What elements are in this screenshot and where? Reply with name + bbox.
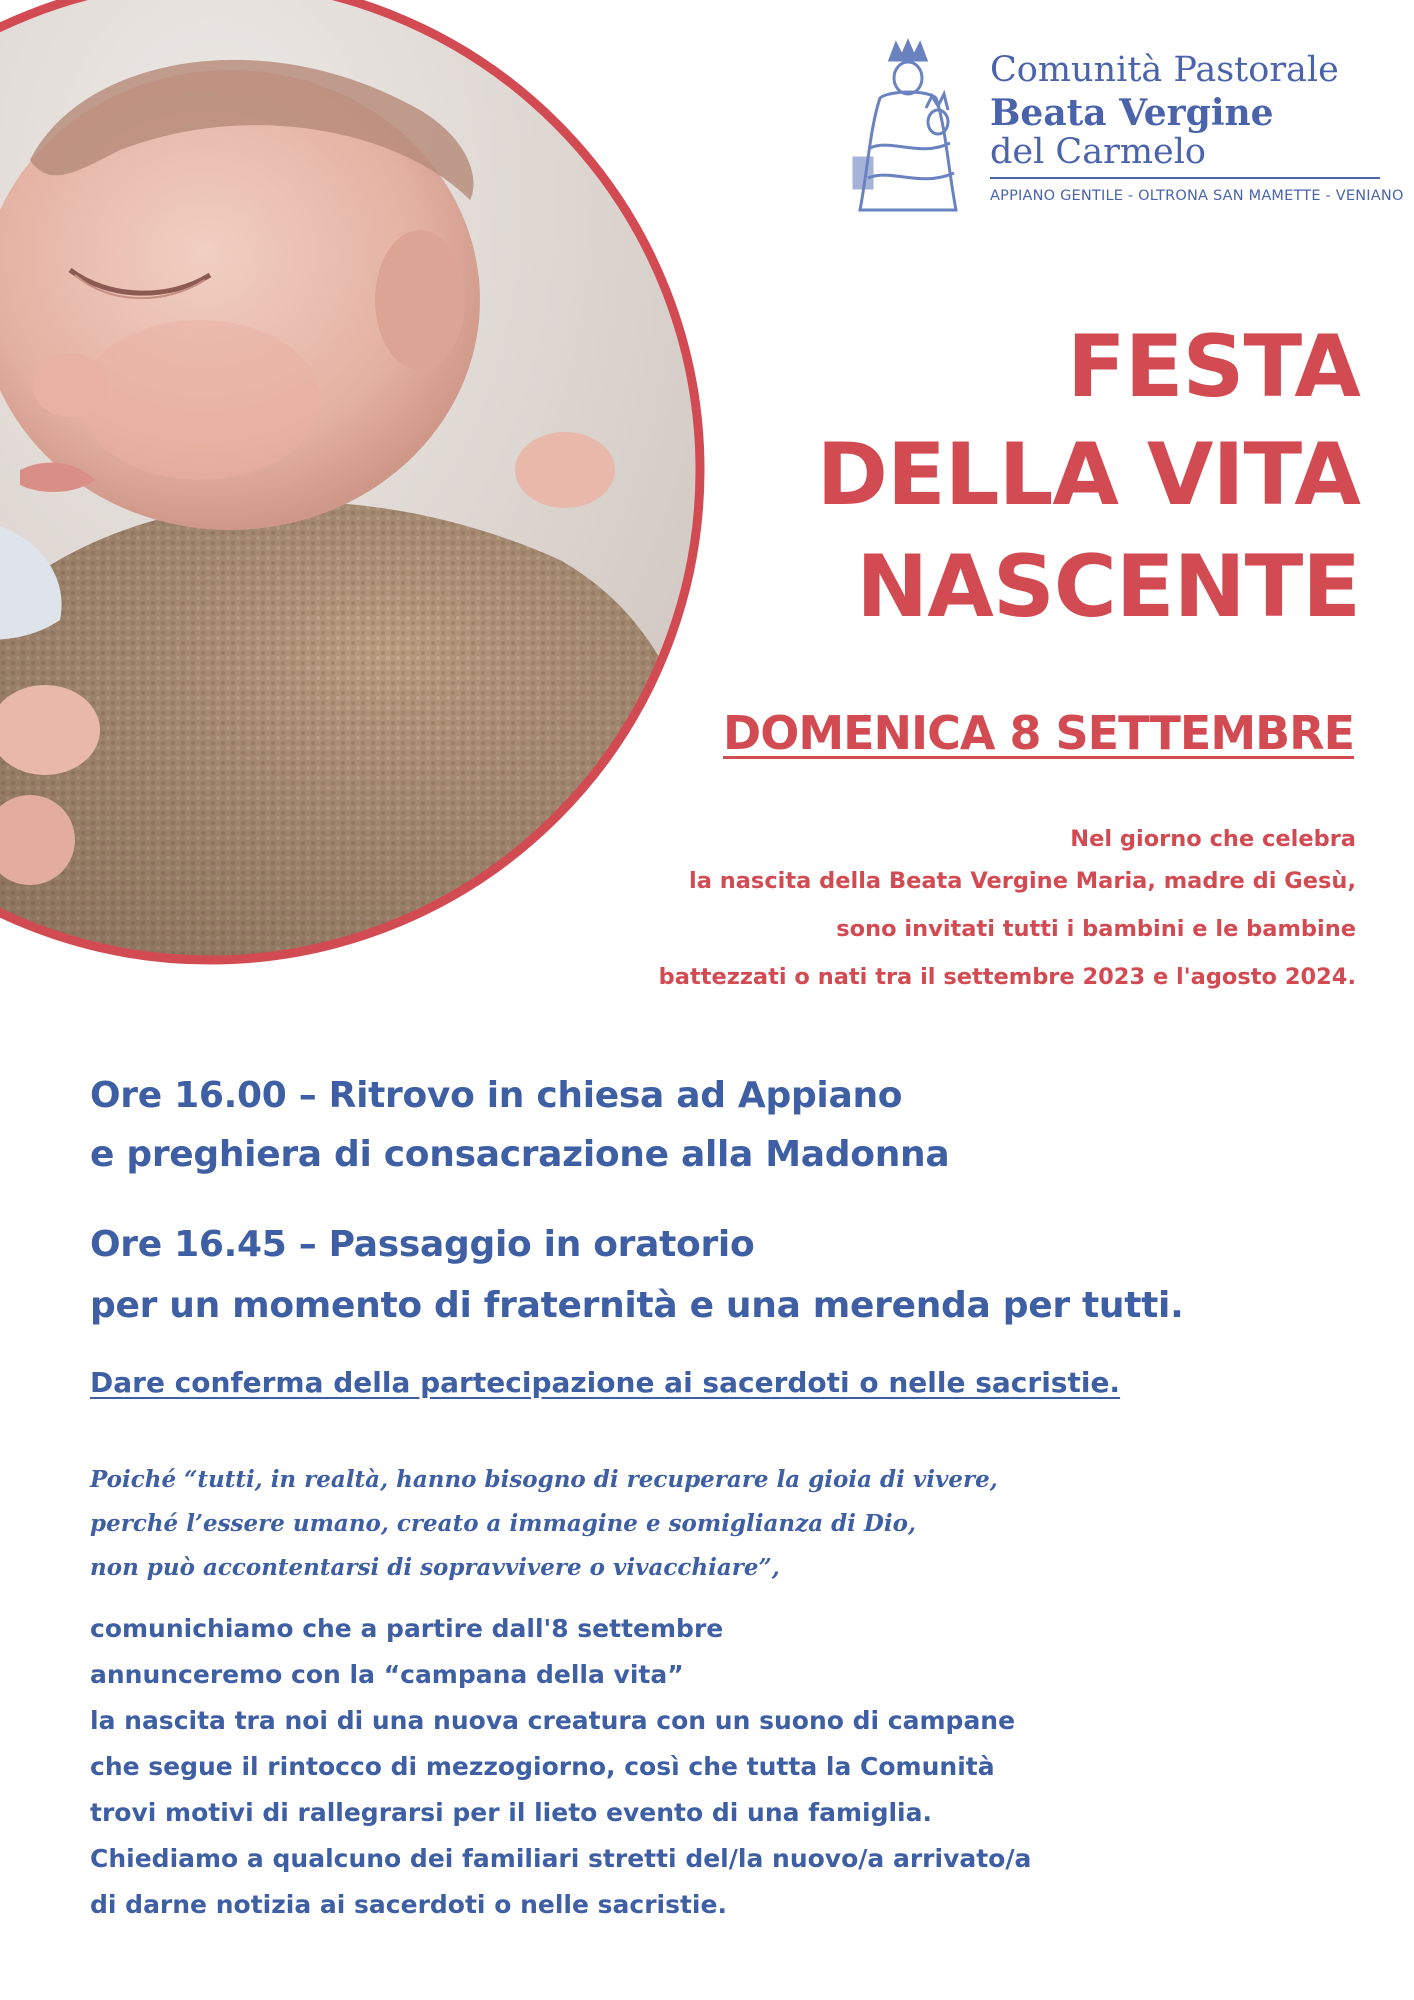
- quote-line: non può accontentarsi di sopravvivere o vivacchiare”,: [90, 1554, 780, 1581]
- body-line: la nascita tra noi di una nuova creatura con un suono di campane: [90, 1706, 1016, 1735]
- logo-title-line: Comunità Pastorale: [990, 50, 1339, 90]
- sleeping-baby-photo: [0, 0, 720, 1000]
- logo-towns: APPIANO GENTILE - OLTRONA SAN MAMETTE - VENIANO: [990, 188, 1404, 204]
- logo-title-line: Beata Vergine: [990, 92, 1274, 134]
- schedule-item-1-line1: Ore 16.00 – Ritrovo in chiesa ad Appiano: [90, 1075, 903, 1116]
- schedule-item-1-line2: e preghiera di consacrazione alla Madonna: [90, 1134, 950, 1175]
- body-line: trovi motivi di rallegrarsi per il lieto evento di una famiglia.: [90, 1798, 932, 1827]
- event-title-line: FESTA: [1067, 317, 1360, 417]
- logo-divider: [990, 177, 1380, 179]
- body-line: comunichiamo che a partire dall'8 settembre: [90, 1614, 724, 1643]
- quote-line: Poiché “tutti, in realtà, hanno bisogno di recuperare la gioia di vivere,: [90, 1466, 998, 1493]
- logo-title-line: del Carmelo: [990, 132, 1206, 172]
- schedule-item-2-line1: Ore 16.45 – Passaggio in oratorio: [90, 1224, 755, 1265]
- intro-line: sono invitati tutti i bambini e le bambine: [836, 916, 1356, 942]
- body-line: di darne notizia ai sacerdoti o nelle sacristie.: [90, 1890, 727, 1919]
- madonna-with-child-icon: [850, 38, 978, 220]
- body-line: annunceremo con la “campana della vita”: [90, 1660, 684, 1689]
- intro-line: Nel giorno che celebra: [1070, 826, 1356, 852]
- confirmation-notice: Dare conferma della partecipazione ai sacerdoti o nelle sacristie.: [90, 1366, 1121, 1399]
- body-line: Chiediamo a qualcuno dei familiari stretti del/la nuovo/a arrivato/a: [90, 1844, 1032, 1873]
- quote-line: perché l’essere umano, creato a immagine e somiglianza di Dio,: [90, 1510, 916, 1537]
- intro-line: battezzati o nati tra il settembre 2023 e l'agosto 2024.: [658, 964, 1356, 990]
- body-line: che segue il rintocco di mezzogiorno, così che tutta la Comunità: [90, 1752, 995, 1781]
- event-title-line: NASCENTE: [856, 537, 1360, 637]
- intro-line: la nascita della Beata Vergine Maria, madre di Gesù,: [689, 868, 1356, 894]
- schedule-item-2-line2: per un momento di fraternità e una merenda per tutti.: [90, 1285, 1184, 1326]
- event-date: DOMENICA 8 SETTEMBRE: [723, 706, 1354, 760]
- event-title-line: DELLA VITA: [816, 425, 1360, 525]
